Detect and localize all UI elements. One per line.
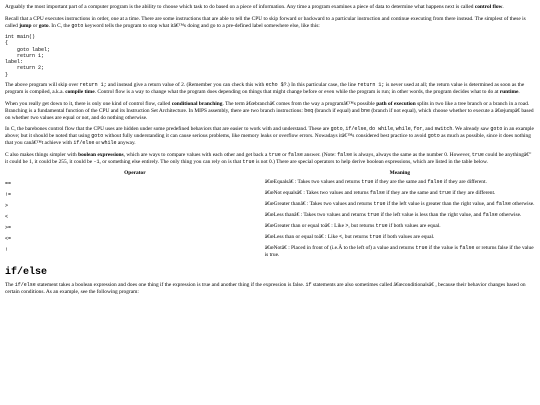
text: if they are the same and [384, 190, 439, 197]
inline-code: true [375, 223, 388, 230]
inline-code: > [345, 223, 349, 230]
inline-code: echo $? [265, 82, 287, 89]
text: : Placed in front of (i.e.Â to the left of) a value and returns [286, 245, 416, 252]
inline-code: goto [330, 126, 343, 133]
text: is not 0.) There are special operators to help derive boolean expressions, which are listed in the table below. [254, 158, 488, 165]
inline-code: if/else [345, 126, 367, 133]
text: as much as possible, since it does nothing that you canâ€™t achieve with [5, 133, 531, 147]
section-heading: if/else [5, 267, 48, 279]
inline-code: while [395, 126, 411, 133]
operator-name: â€œEqualsâ€ [264, 179, 294, 186]
inline-code: goto [490, 126, 503, 133]
term-goto: goto [38, 22, 49, 29]
intro-paragraph-2 [5, 16, 535, 30]
text: , [393, 126, 396, 133]
text: in an example above; but it should be noted that using [5, 126, 534, 140]
text: otherwise. [510, 201, 535, 208]
operator-name: â€œNot equalsâ€ [264, 190, 302, 197]
meaning-cell [265, 245, 535, 261]
boolean-paragraph [5, 152, 535, 166]
text: is never used at all; the return value is determined as soon as the program is compiled, a.k.a. [5, 82, 525, 96]
table-row [5, 201, 535, 212]
operator-name: â€œLess than or equal toâ€ [264, 234, 324, 241]
inline-code: true [373, 201, 386, 208]
operator-table [5, 170, 535, 261]
text: . Control flow is a way to change what the program does depending on things that might change before or even while the program is run; in other words, the program decides what to do at [94, 89, 500, 96]
inline-code: bne [360, 107, 370, 114]
text: statements are also sometimes called â€œconditionalsâ€ , because their behavior changes based on certain conditions. As an example, see the following program: [5, 282, 526, 296]
inline-code: if/else [73, 140, 95, 147]
term-runtime: runtime [499, 89, 519, 96]
text: if they are the same and [373, 179, 428, 186]
operator-cell: <= [5, 236, 12, 243]
inline-code: true [471, 151, 484, 158]
meaning-cell [265, 212, 535, 223]
meaning-cell [265, 234, 535, 245]
c-control-flow-paragraph [5, 126, 535, 147]
text: if the value is [427, 245, 460, 252]
meaning-cell [265, 179, 535, 190]
inline-code: false [337, 151, 353, 158]
operator-cell: ! [5, 247, 9, 254]
table-row [5, 245, 535, 261]
inline-code: goto [91, 133, 104, 140]
inline-code: false [482, 212, 498, 219]
inline-code: for [413, 126, 423, 133]
meaning-cell [265, 223, 535, 234]
text: or [94, 140, 102, 147]
inline-code: true [438, 190, 451, 197]
text: . We already saw [452, 126, 491, 133]
if-else-paragraph [5, 282, 535, 296]
text: , [342, 126, 346, 133]
text: if the left value is less than the right value, and [379, 212, 483, 219]
term-compile-time: compile time [65, 89, 95, 96]
text: (branch if equal) and [313, 107, 361, 114]
text: : Takes two values and returns [293, 179, 362, 186]
text: , but returns [348, 223, 376, 230]
table-row [5, 190, 535, 201]
term-control-flow: control flow [474, 4, 503, 10]
inline-code: goto [427, 133, 440, 140]
text: splits in two like a tree branch or a branch in a road. Branching is a fundamental function of the CPU and its Instruction Set Architecture. In MIPS assembly, there are two branch instructions: [5, 100, 530, 114]
table-header-row [5, 170, 535, 179]
inline-code: < [339, 234, 343, 241]
intro-paragraph-1 [5, 4, 535, 11]
text: anyway. [116, 140, 136, 147]
inline-code: true [268, 151, 281, 158]
term-conditional-branching: conditional branching [171, 100, 223, 107]
text: , and [422, 126, 435, 133]
inline-code: false [369, 190, 385, 197]
table-row [5, 179, 535, 190]
text: : Takes two values and returns [305, 201, 374, 208]
inline-code: false [287, 151, 303, 158]
operator-name: â€œGreater than or equal toâ€ [264, 223, 330, 230]
operator-name: â€œNotâ€ [264, 245, 287, 252]
text: Arguably the most important part of a computer program is the ability to choose which task to do based on a piece of information. Any time a program examines a piece of data to determine what happens next is called [5, 4, 475, 10]
inline-code: false [427, 179, 443, 186]
inline-code: beq [304, 107, 314, 114]
inline-code: return 1; [79, 82, 107, 89]
text: , but returns [342, 234, 370, 241]
text: keyword tells the program to stop what itâ€™s doing and go to a pre-defined label somewhere else, like this: [83, 22, 320, 29]
term-path-of-execution: path of execution [376, 100, 416, 107]
text: : Takes two values and returns [301, 190, 370, 197]
table-row [5, 234, 535, 245]
text: answer. (Note: [302, 151, 338, 158]
text: , which are ways to compare values with each other and get back a [123, 151, 269, 158]
inline-code: while [101, 140, 117, 147]
inline-code: if [305, 282, 312, 289]
inline-code: switch [434, 126, 453, 133]
inline-code: true [367, 212, 380, 219]
after-code-paragraph [5, 82, 535, 96]
table-row [5, 212, 535, 223]
text: otherwise. [497, 212, 522, 219]
text: could be anythingâ€” it could be 1, it could be 255, it could be [5, 151, 532, 165]
text: . [518, 89, 520, 96]
text: : Like [329, 223, 346, 230]
text: or returns false if the value is true. [264, 245, 534, 259]
inline-code: true [369, 234, 382, 241]
code-block: int main() { goto label; return 1; label: return 2; } [5, 34, 51, 78]
operator-cell: >= [5, 225, 12, 232]
meaning-cell [265, 190, 535, 201]
inline-code: -1 [93, 158, 100, 165]
operator-cell: > [5, 203, 9, 210]
meaning-cell [265, 201, 535, 212]
inline-code: false [459, 245, 475, 252]
text: and instead give a return value of 2. (Remember you can check this with [106, 82, 266, 89]
term-jump: jump [19, 22, 32, 29]
operator-cell: != [5, 192, 12, 199]
text: The [5, 282, 15, 289]
text: or [280, 151, 288, 158]
operator-cell: < [5, 214, 9, 221]
inline-code: do while [369, 126, 394, 133]
inline-code: true [242, 158, 255, 165]
text: if both values are equal. [387, 223, 441, 230]
text: . [502, 4, 504, 10]
text: : Takes two values and returns [299, 212, 368, 219]
branching-paragraph [5, 101, 535, 122]
text: .) In this particular case, the line [286, 82, 358, 89]
text: (branch if not equal), which choose whether to execute a â€œjumpâ€ based on whether two values are equal or not, and do nothing otherwise. [5, 107, 534, 121]
operator-name: â€œGreater thanâ€ [264, 201, 306, 208]
text: : Like [323, 234, 340, 241]
operator-table-body [5, 179, 535, 261]
text: if they are different. [442, 179, 487, 186]
text: statement takes a boolean expression and does one thing if the expression is true and another thing if the expression is false. [35, 282, 306, 289]
text: if the left value is greater than the right value, and [385, 201, 496, 208]
inline-code: if/else [14, 282, 36, 289]
text: , [366, 126, 370, 133]
inline-code: true [415, 245, 428, 252]
text: The above program will skip over [5, 82, 80, 89]
text: if they are different. [450, 190, 496, 197]
operator-cell: == [5, 181, 12, 188]
term-boolean-expressions: boolean expressions [78, 151, 124, 158]
text: . The term â€œbranchâ€ comes from the way a programâ€™s possible [222, 100, 377, 107]
text: if both values are equal. [381, 234, 435, 241]
inline-code: true [361, 179, 374, 186]
text: , [410, 126, 414, 133]
table-row [5, 223, 535, 234]
text: C also makes things simpler with [5, 151, 79, 158]
column-header-meaning: Meaning [389, 170, 411, 177]
inline-code: false [495, 201, 511, 208]
text: , or something else entirely. The only thing you can rely on is that [99, 158, 243, 165]
text: or [31, 22, 39, 29]
text: . In C, the [48, 22, 72, 29]
text: Recall that a CPU executes instructions in order, one at a time. There are some instructions that are able to tell the CPU to skip forward or backward to a particular instruction and continue executing from there instead. The simplest of these is called [5, 15, 526, 29]
inline-code: goto [71, 22, 84, 29]
operator-name: â€œLess thanâ€ [264, 212, 300, 219]
text: without fully understanding it can cause serious problems, like memory leaks or overflow errors. Nowadays itâ€™s considered best practice to avoid [103, 133, 428, 140]
text: When you really get down to it, there is only one kind of control flow, called [5, 100, 172, 107]
column-header-operator: Operator [124, 170, 146, 177]
text: is always, always the same as the number 0. However, [352, 151, 472, 158]
text: In C, the barebones control flow that the CPU uses are hidden under some predefined behaviors that are easier to work with and understand. These are [5, 126, 331, 133]
inline-code: return 1; [357, 82, 385, 89]
